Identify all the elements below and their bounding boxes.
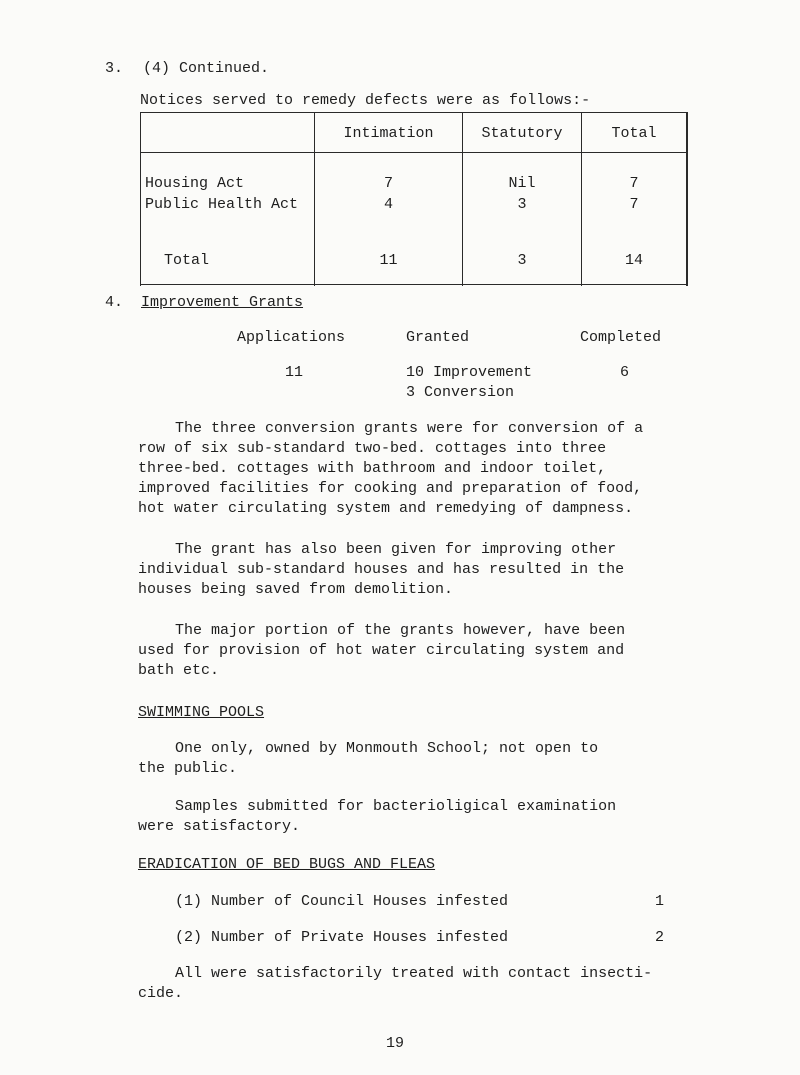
cell-total: 7 bbox=[629, 196, 639, 213]
cell-total: 7 bbox=[629, 175, 639, 192]
paragraph-line: hot water circulating system and remedying of dampness. bbox=[138, 500, 634, 517]
paragraph-line: houses being saved from demolition. bbox=[138, 581, 454, 598]
cell-statutory: 3 bbox=[517, 252, 527, 269]
row-label-housing-act: Housing Act bbox=[145, 175, 245, 192]
paragraph-line: were satisfactory. bbox=[138, 818, 301, 835]
granted-conversion: 3 Conversion bbox=[406, 384, 515, 401]
eradication-item-value: 2 bbox=[655, 929, 665, 946]
col-header-total: Total bbox=[611, 125, 657, 142]
paragraph-line: used for provision of hot water circulating system and bbox=[138, 642, 625, 659]
paragraph-line: One only, owned by Monmouth School; not open to bbox=[175, 740, 599, 757]
paragraph-line: The three conversion grants were for conversion of a bbox=[175, 420, 644, 437]
paragraph-line: row of six sub-standard two-bed. cottages into three bbox=[138, 440, 607, 457]
paragraph-line: All were satisfactorily treated with contact insecti- bbox=[175, 965, 653, 982]
cell-intimation: 7 bbox=[383, 175, 393, 192]
eradication-item-label: (2) Number of Private Houses infested bbox=[175, 929, 509, 946]
paragraph-line: the public. bbox=[138, 760, 238, 777]
applications-value: 11 bbox=[285, 364, 304, 381]
row-label-total: Total bbox=[164, 252, 210, 269]
paragraph-line: The grant has also been given for improving other bbox=[175, 541, 617, 558]
swimming-pools-title: SWIMMING POOLS bbox=[138, 704, 265, 721]
page-number: 19 bbox=[386, 1035, 405, 1052]
eradication-item-value: 1 bbox=[655, 893, 665, 910]
paragraph-line: individual sub-standard houses and has resulted in the bbox=[138, 561, 625, 578]
eradication-title: ERADICATION OF BED BUGS AND FLEAS bbox=[138, 856, 436, 873]
cell-total: 14 bbox=[624, 252, 643, 269]
col-header-granted: Granted bbox=[406, 329, 470, 346]
paragraph-line: bath etc. bbox=[138, 662, 220, 679]
cell-intimation: 11 bbox=[379, 252, 398, 269]
paragraph-line: three-bed. cottages with bathroom and indoor toilet, bbox=[138, 460, 607, 477]
col-header-statutory: Statutory bbox=[481, 125, 563, 142]
improvement-grants-title: Improvement Grants bbox=[141, 294, 304, 311]
col-header-applications: Applications bbox=[237, 329, 346, 346]
paragraph-line: cide. bbox=[138, 985, 184, 1002]
completed-value: 6 bbox=[620, 364, 630, 381]
granted-improvement: 10 Improvement bbox=[406, 364, 533, 381]
cell-statutory: 3 bbox=[517, 196, 527, 213]
row-label-public-health-act: Public Health Act bbox=[145, 196, 299, 213]
col-header-intimation: Intimation bbox=[343, 125, 434, 142]
cell-intimation: 4 bbox=[383, 196, 393, 213]
notices-table bbox=[140, 112, 688, 286]
eradication-item-label: (1) Number of Council Houses infested bbox=[175, 893, 509, 910]
paragraph-line: The major portion of the grants however, have been bbox=[175, 622, 626, 639]
paragraph-line: improved facilities for cooking and preparation of food, bbox=[138, 480, 643, 497]
cell-statutory: Nil bbox=[508, 175, 536, 192]
section-number: 3. bbox=[105, 60, 124, 77]
section-title: (4) Continued. bbox=[143, 60, 270, 77]
paragraph-line: Samples submitted for bacterioligical examination bbox=[175, 798, 617, 815]
intro-text: Notices served to remedy defects were as follows:- bbox=[140, 92, 591, 109]
col-header-completed: Completed bbox=[580, 329, 662, 346]
section-number: 4. bbox=[105, 294, 124, 311]
